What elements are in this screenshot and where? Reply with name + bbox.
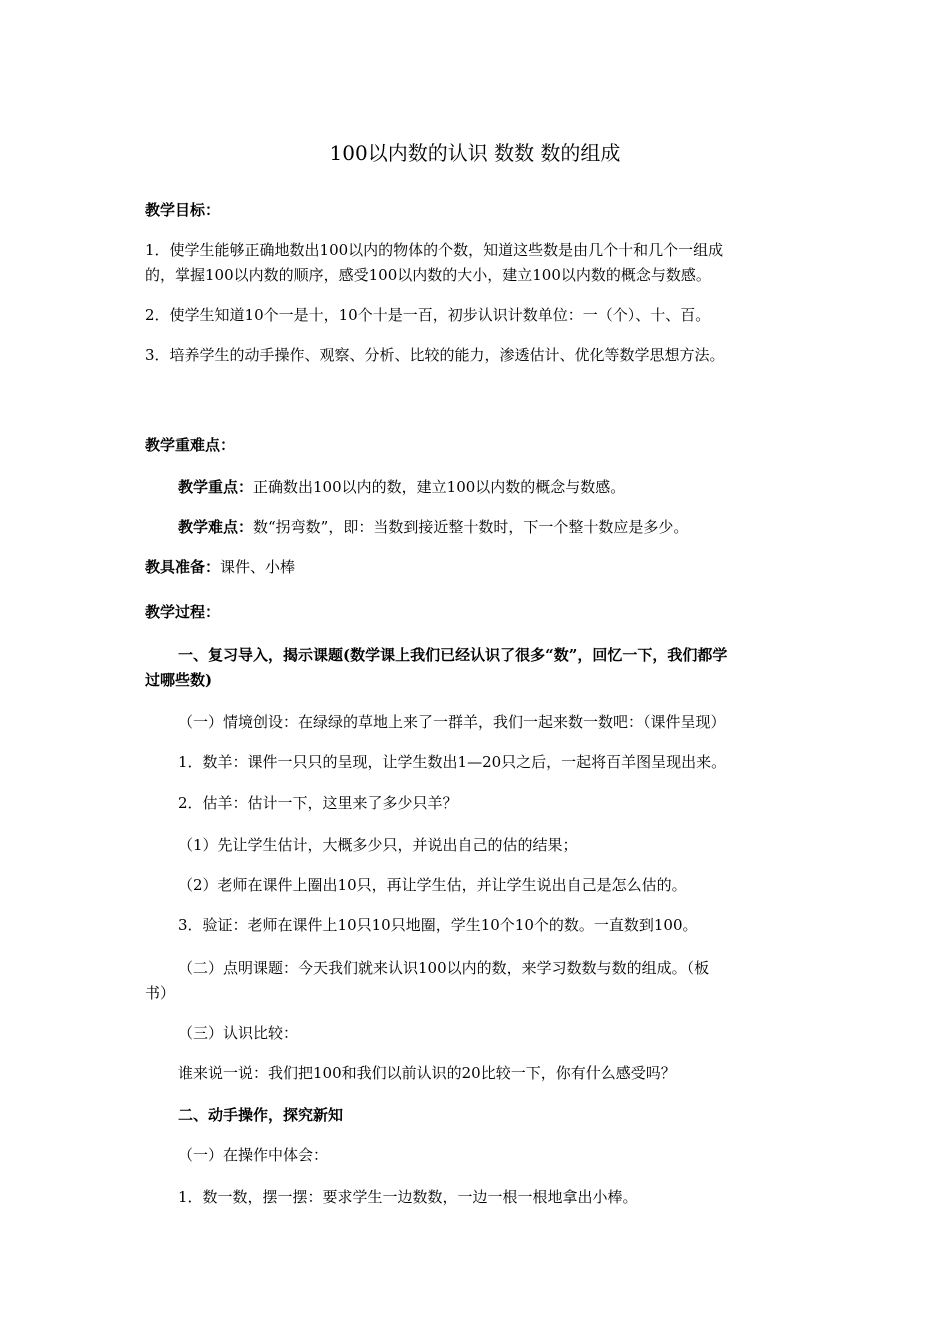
key-point-text: 正确数出100以内的数，建立100以内数的概念与数感。 bbox=[253, 478, 626, 496]
goal-2: 2．使学生知道10个一是十，10个十是一百，初步认识计数单位：一（个）、十、百。 bbox=[145, 306, 711, 324]
step-situation: （一）情境创设：在绿绿的草地上来了一群羊，我们一起来数一数吧：（课件呈现） bbox=[178, 713, 726, 731]
step-compare: （三）认识比较： bbox=[178, 1024, 299, 1042]
key-point bbox=[178, 477, 625, 497]
document-title: 100以内数的认识 数数 数的组成 bbox=[329, 141, 621, 165]
step-operate: （一）在操作中体会： bbox=[178, 1146, 329, 1164]
step-topic-line-1: （二）点明课题：今天我们就来认识100以内的数，来学习数数与数的组成。（板 bbox=[178, 959, 710, 977]
process-heading: 教学过程： bbox=[145, 603, 221, 621]
step-estimate-sheep: 2．估羊：估计一下，这里来了多少只羊？ bbox=[178, 794, 458, 812]
step-compare-question: 谁来说一说：我们把100和我们以前认识的20比较一下，你有什么感受吗？ bbox=[178, 1064, 676, 1082]
step-count-sticks: 1．数一数，摆一摆：要求学生一边数数，一边一根一根地拿出小棒。 bbox=[178, 1188, 638, 1206]
key-heading: 教学重难点： bbox=[145, 436, 236, 454]
goal-1-line-2: 的，掌握100以内数的顺序，感受100以内数的大小，建立100以内数的概念与数感。 bbox=[145, 266, 711, 284]
step-verify: 3．验证：老师在课件上10只10只地圈，学生10个10个的数。一直数到100。 bbox=[178, 916, 698, 934]
part-1-line-2: 过哪些数) bbox=[145, 671, 213, 689]
goals-heading: 教学目标： bbox=[145, 201, 221, 219]
step-estimate-2: （2）老师在课件上圈出10只，再让学生估，并让学生说出自己是怎么估的。 bbox=[178, 876, 687, 894]
part-1-line-1: 一、复习导入，揭示课题(数学课上我们已经认识了很多“数”，回忆一下，我们都学 bbox=[178, 646, 728, 664]
difficulty-point bbox=[178, 517, 688, 537]
goal-1-line-1: 1．使学生能够正确地数出100以内的物体的个数，知道这些数是由几个十和几个一组成 bbox=[145, 241, 724, 259]
key-point-label: 教学重点： bbox=[178, 478, 254, 496]
tools-label: 教具准备： bbox=[145, 558, 221, 576]
tools-text: 课件、小棒 bbox=[220, 558, 296, 576]
step-estimate-1: （1）先让学生估计，大概多少只，并说出自己的估的结果； bbox=[178, 836, 578, 854]
part-2-heading: 二、动手操作，探究新知 bbox=[178, 1106, 344, 1124]
difficulty-text: 数“拐弯数”，即：当数到接近整十数时，下一个整十数应是多少。 bbox=[253, 518, 689, 536]
step-topic-line-2: 书） bbox=[145, 984, 176, 1002]
step-count-sheep: 1．数羊：课件一只只的呈现，让学生数出1—20只之后，一起将百羊图呈现出来。 bbox=[178, 753, 727, 771]
goal-3: 3．培养学生的动手操作、观察、分析、比较的能力，渗透估计、优化等数学思想方法。 bbox=[145, 346, 725, 364]
tools-line bbox=[145, 557, 295, 577]
difficulty-label: 教学难点： bbox=[178, 518, 254, 536]
